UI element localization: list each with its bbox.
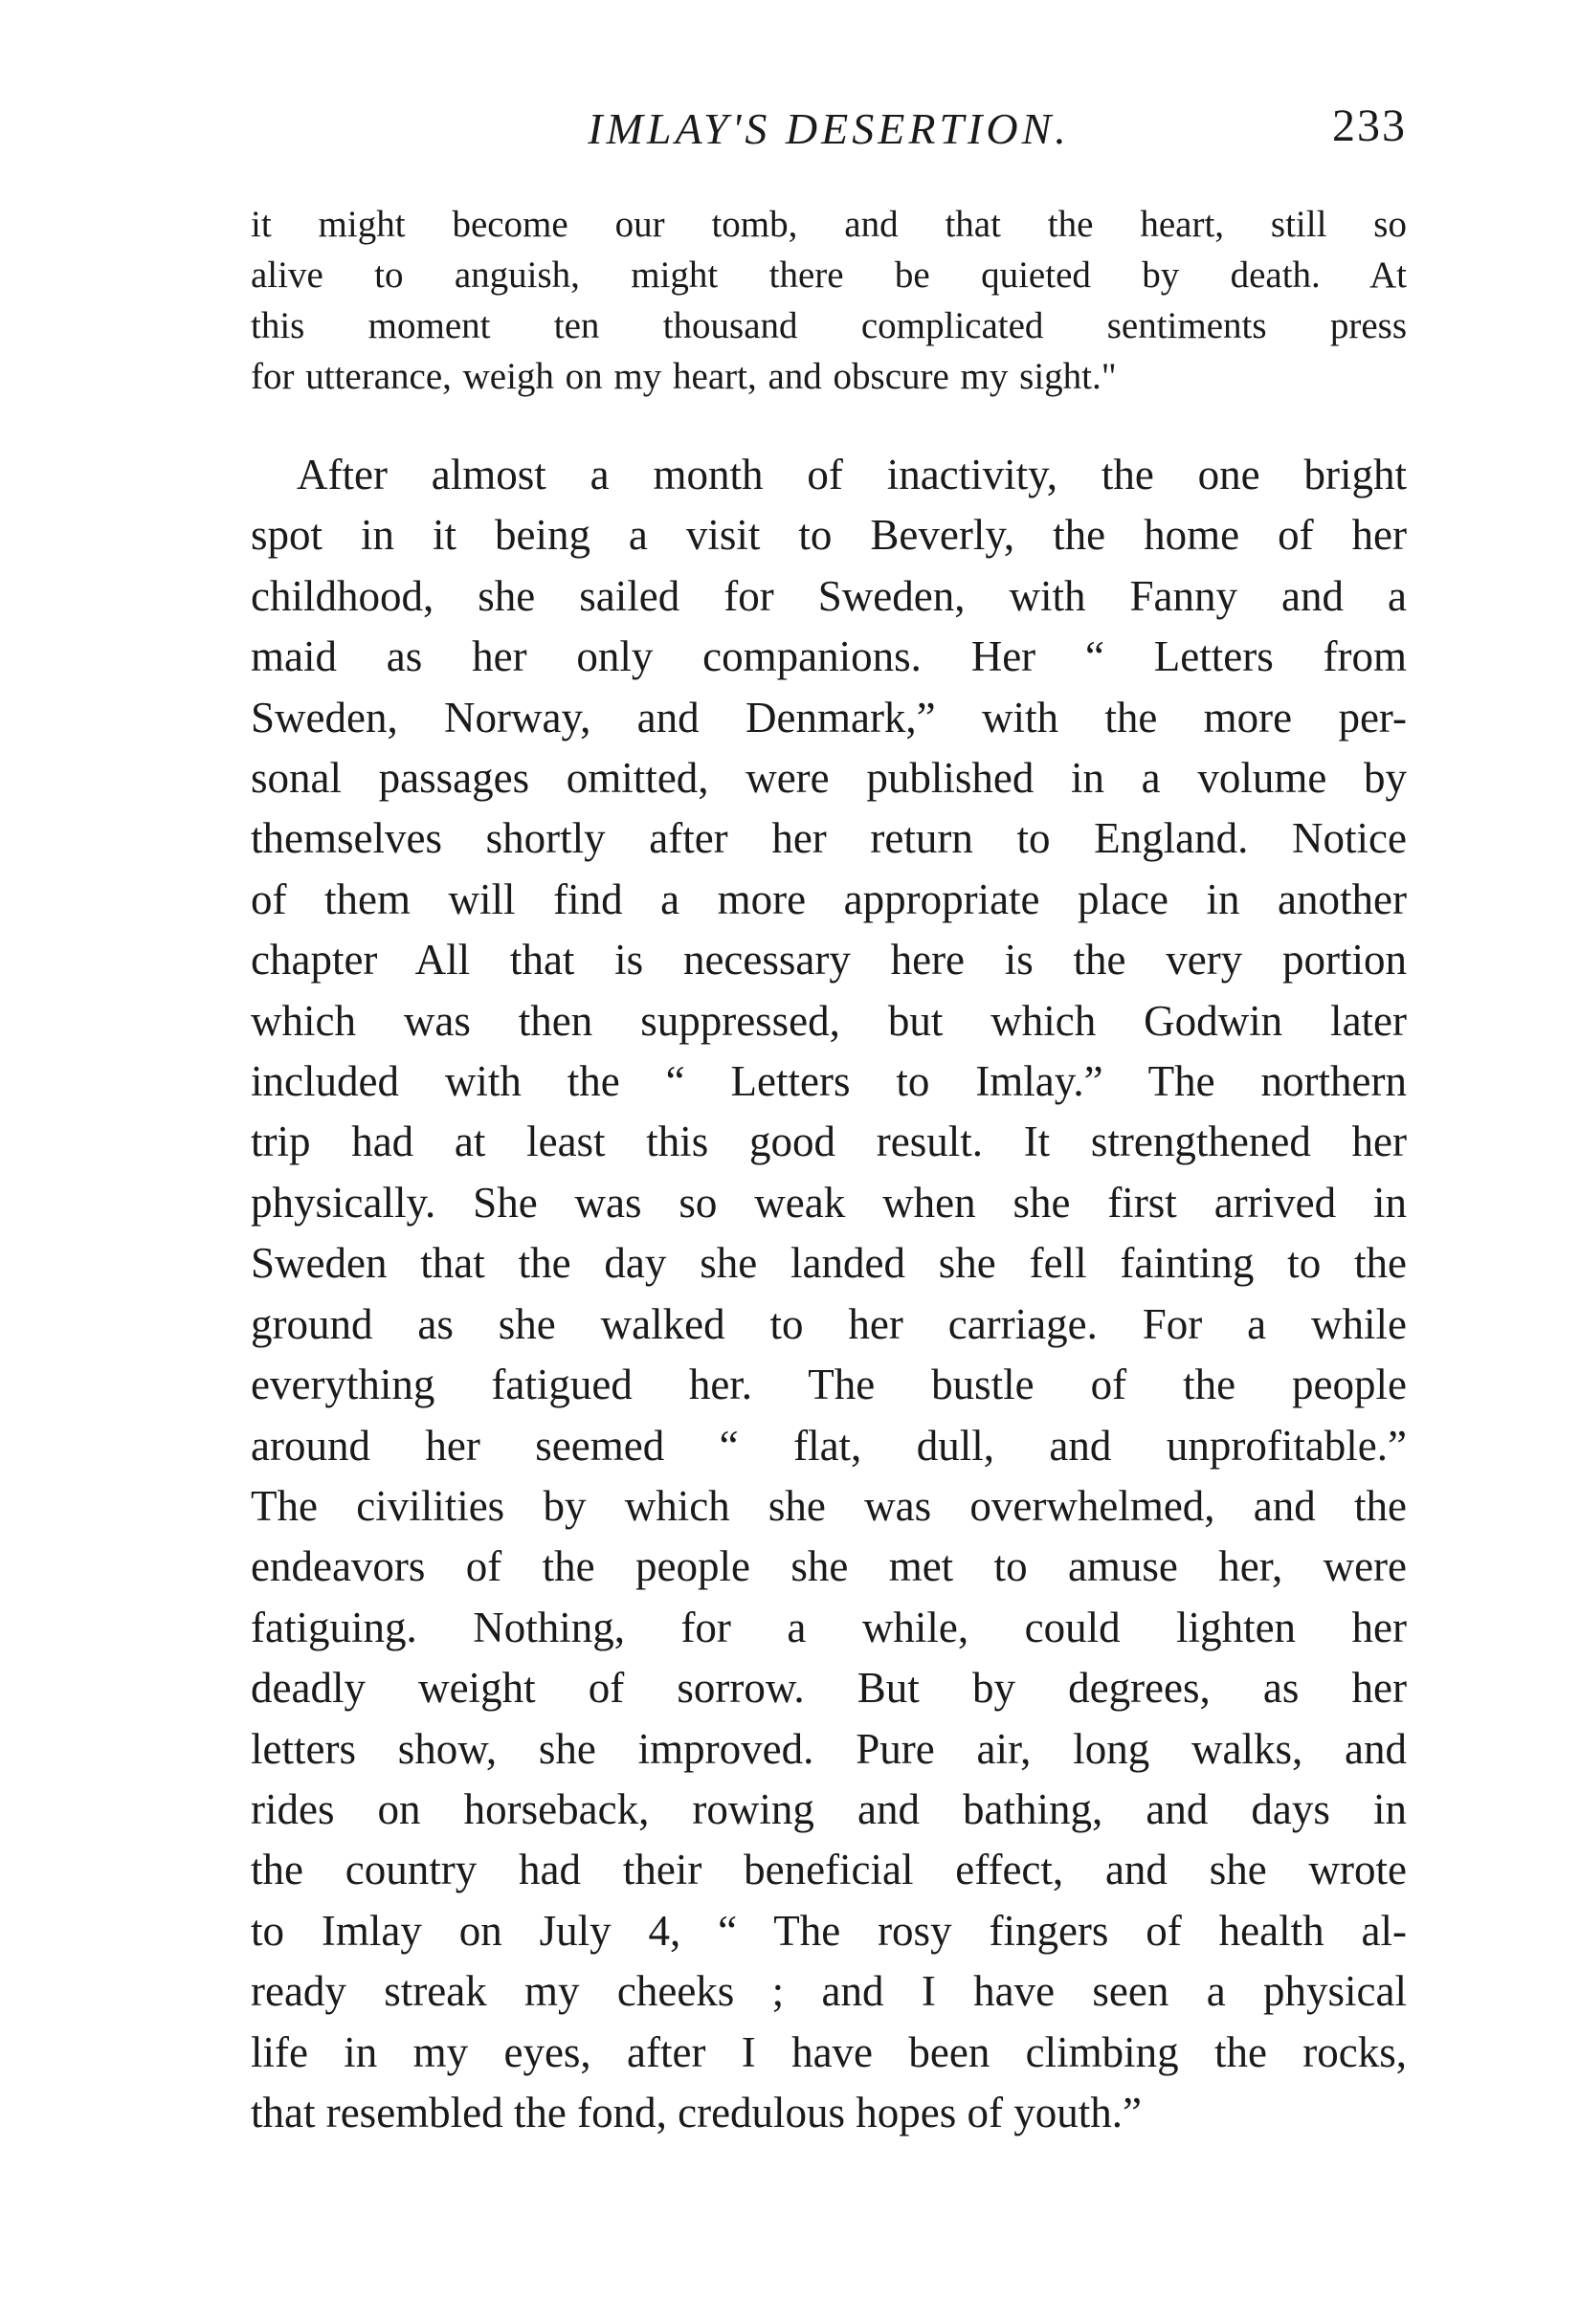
- body-line: chapter All that is necessary here is the very portion: [251, 936, 1407, 985]
- body-line: letters show, she improved. Pure air, long walks, and: [251, 1724, 1407, 1773]
- body-line: of them will find a more appropriate place in another: [251, 874, 1407, 923]
- quote-block: [251, 199, 1407, 402]
- body-line: the country had their beneficial effect, and she wrote: [251, 1846, 1407, 1894]
- body-line: endeavors of the people she met to amuse her, were: [251, 1542, 1407, 1591]
- quote-line: alive to anguish, might there be quieted by death. At: [251, 255, 1407, 296]
- page-number: 233: [1332, 100, 1407, 151]
- quote-line: it might become our tomb, and that the heart, still so: [251, 204, 1407, 245]
- body-line: sonal passages omitted, were published in a volume by: [251, 754, 1407, 803]
- body-line: everything fatigued her. The bustle of the people: [251, 1361, 1407, 1409]
- body-line: trip had at least this good result. It strengthened her: [251, 1118, 1407, 1166]
- body-line: Sweden that the day she landed she fell fainting to the: [251, 1239, 1407, 1288]
- quote-line: this moment ten thousand complicated sentiments press: [251, 305, 1407, 346]
- body-line: After almost a month of inactivity, the one bright: [297, 451, 1407, 498]
- body-line: maid as her only companions. Her “ Letters from: [251, 632, 1407, 681]
- body-line: that resembled the fond, credulous hopes of youth.”: [251, 2088, 1143, 2136]
- body-line: themselves shortly after her return to England. Notice: [251, 814, 1407, 863]
- body-line: rides on horseback, rowing and bathing, and days in: [251, 1784, 1407, 1833]
- running-head: [251, 96, 1407, 172]
- running-title: IMLAY'S DESERTION.: [588, 104, 1070, 153]
- body-line: around her seemed “ flat, dull, and unprofitable.”: [251, 1421, 1407, 1470]
- body-line: fatiguing. Nothing, for a while, could lighten her: [251, 1603, 1407, 1651]
- body-line: ground as she walked to her carriage. For a while: [251, 1299, 1407, 1348]
- body-line: The civilities by which she was overwhelmed, and the: [251, 1481, 1407, 1530]
- body-line: life in my eyes, after I have been climbing the rocks,: [251, 2027, 1407, 2076]
- quote-line: for utterance, weigh on my heart, and obscure my sight.": [251, 356, 1117, 397]
- body-line: Sweden, Norway, and Denmark,” with the more per-: [251, 693, 1407, 741]
- body-line: spot in it being a visit to Beverly, the home of her: [251, 511, 1407, 560]
- body-line: included with the “ Letters to Imlay.” The northern: [251, 1057, 1407, 1106]
- body-paragraph: [251, 445, 1407, 2143]
- body-line: ready streak my cheeks ; and I have seen a physical: [251, 1967, 1407, 2016]
- body-line: deadly weight of sorrow. But by degrees, as her: [251, 1664, 1407, 1713]
- body-line: to Imlay on July 4, “ The rosy fingers of health al-: [251, 1906, 1407, 1955]
- body-line: physically. She was so weak when she first arrived in: [251, 1178, 1407, 1227]
- body-line: which was then suppressed, but which Godwin later: [251, 996, 1407, 1045]
- body-line: childhood, she sailed for Sweden, with Fanny and a: [251, 571, 1407, 620]
